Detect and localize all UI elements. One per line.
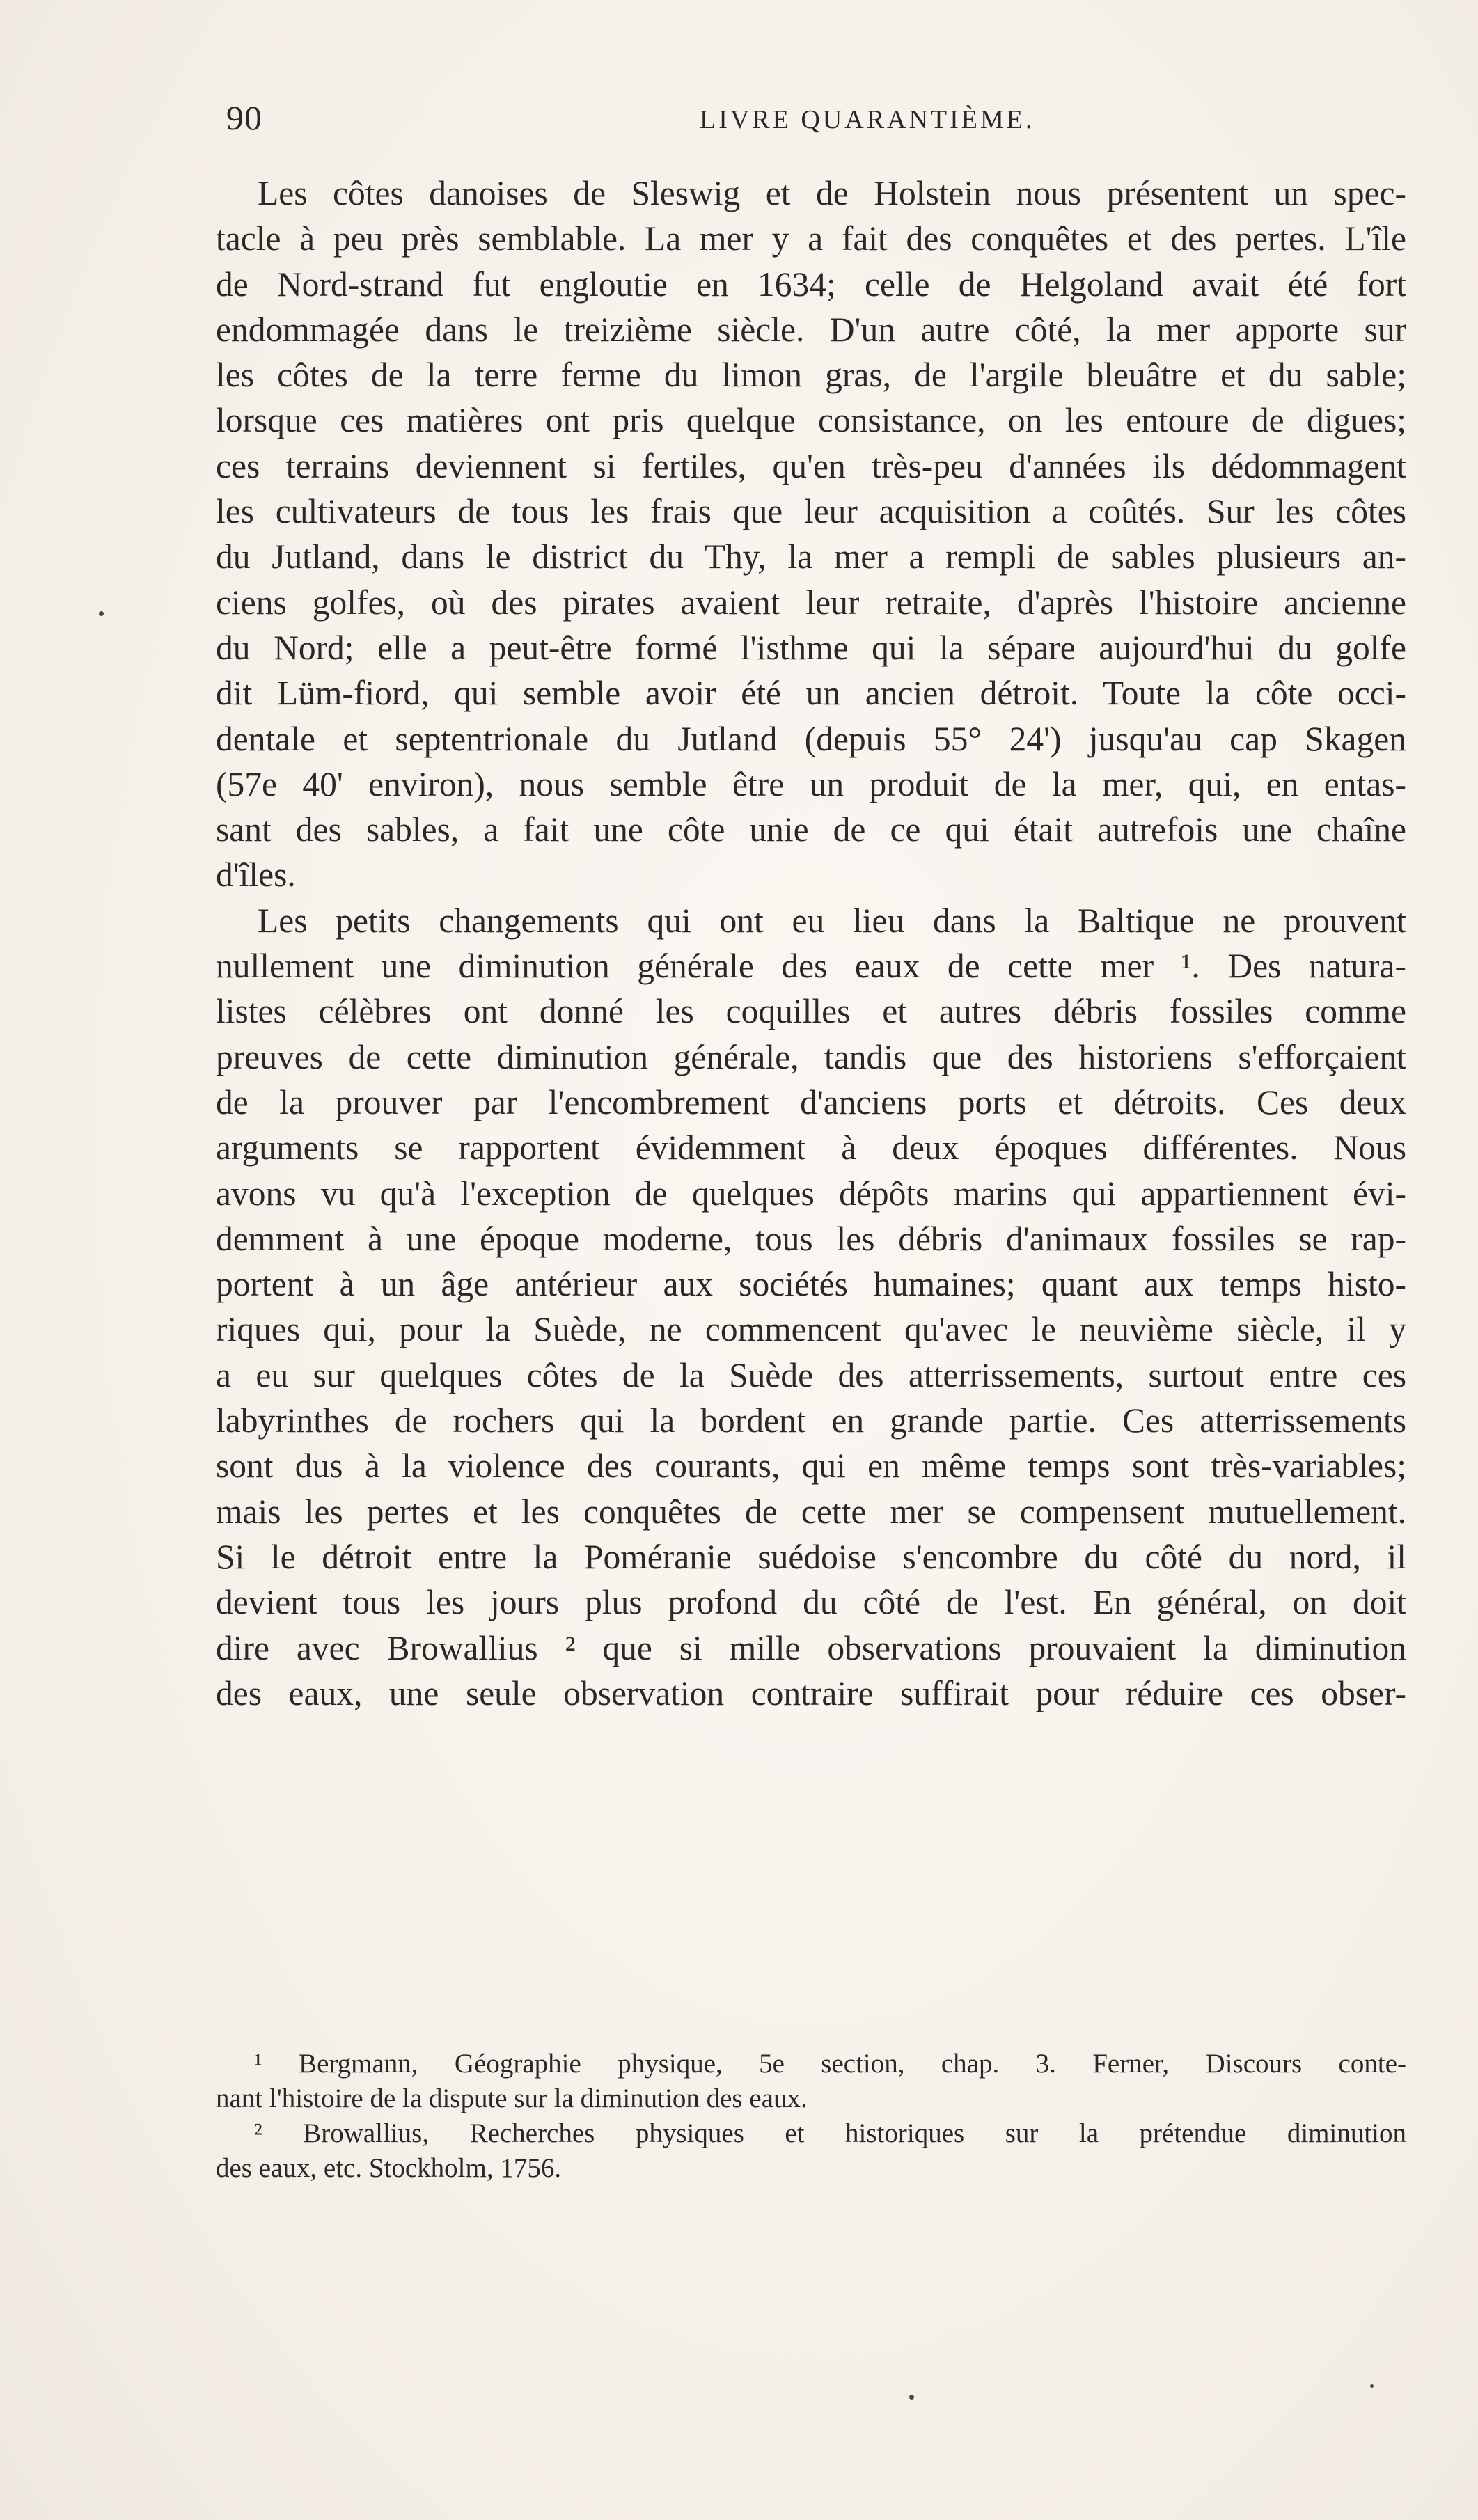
running-head: LIVRE QUARANTIÈME. — [700, 105, 1035, 134]
body-text — [216, 171, 1406, 1716]
text-line: preuves de cette diminution générale, tandis que des historiens s'efforçaient — [216, 1037, 1406, 1076]
text-line: sant des sables, a fait une côte unie de ce qui était autrefois une chaîne — [216, 810, 1406, 849]
text-line: dit Lüm-fiord, qui semble avoir été un ancien détroit. Toute la côte occi- — [216, 674, 1406, 713]
paragraph-1 — [216, 171, 1406, 898]
text-line: Les petits changements qui ont eu lieu dans la Baltique ne prouvent — [258, 901, 1406, 940]
footnote-line: ² Browallius, Recherches physiques et historiques sur la prétendue diminution — [254, 2118, 1406, 2148]
footnotes — [216, 2047, 1406, 2186]
text-line: riques qui, pour la Suède, ne commencent qu'avec le neuvième siècle, il y — [216, 1310, 1406, 1349]
text-line: mais les pertes et les conquêtes de cette mer se compensent mutuellement. — [216, 1492, 1406, 1531]
text-line: Les côtes danoises de Sleswig et de Holstein nous présentent un spec- — [258, 174, 1406, 212]
text-line: (57e 40' environ), nous semble être un produit de la mer, qui, en entas- — [216, 764, 1406, 803]
text-line: labyrinthes de rochers qui la bordent en grande partie. Ces atterrissements — [216, 1401, 1406, 1440]
text-line: devient tous les jours plus profond du côté de l'est. En général, on doit — [216, 1583, 1406, 1622]
text-line: les cultivateurs de tous les frais que leur acquisition a coûtés. Sur les côtes — [216, 492, 1406, 531]
paper-speck — [909, 2395, 914, 2400]
text-line: d'îles. — [216, 856, 296, 895]
text-line: listes célèbres ont donné les coquilles et autres débris fossiles comme — [216, 992, 1406, 1031]
text-line: de Nord-strand fut engloutie en 1634; celle de Helgoland avait été fort — [216, 265, 1406, 304]
text-line: du Nord; elle a peut-être formé l'isthme qui la sépare aujourd'hui du golfe — [216, 628, 1406, 667]
text-line: demment à une époque moderne, tous les débris d'animaux fossiles se rap- — [216, 1219, 1406, 1258]
text-line: les côtes de la terre ferme du limon gras, de l'argile bleuâtre et du sable; — [216, 356, 1406, 395]
text-line: lorsque ces matières ont pris quelque consistance, on les entoure de digues; — [216, 401, 1406, 440]
footnote-line: nant l'histoire de la dispute sur la diminution des eaux. — [216, 2084, 808, 2113]
text-line: des eaux, une seule observation contraire suffirait pour réduire ces obser- — [216, 1674, 1406, 1712]
paper-speck — [1370, 2384, 1374, 2388]
text-line: dire avec Browallius ² que si mille observations prouvaient la diminution — [216, 1628, 1406, 1667]
paragraph-2 — [216, 898, 1406, 1716]
paper-speck — [99, 611, 104, 616]
text-line: sont dus à la violence des courants, qui en même temps sont très-variables; — [216, 1447, 1406, 1486]
text-line: dentale et septentrionale du Jutland (depuis 55° 24') jusqu'au cap Skagen — [216, 719, 1406, 758]
text-line: tacle à peu près semblable. La mer y a fait des conquêtes et des pertes. L'île — [216, 219, 1406, 258]
footnote-line: des eaux, etc. Stockholm, 1756. — [216, 2153, 562, 2183]
page-number: 90 — [226, 98, 262, 137]
page-header — [226, 97, 1410, 146]
text-line: du Jutland, dans le district du Thy, la mer a rempli de sables plusieurs an- — [216, 537, 1406, 576]
text-line: avons vu qu'à l'exception de quelques dépôts marins qui appartiennent évi- — [216, 1174, 1406, 1213]
text-line: portent à un âge antérieur aux sociétés humaines; quant aux temps histo- — [216, 1265, 1406, 1304]
text-line: de la prouver par l'encombrement d'anciens ports et détroits. Ces deux — [216, 1082, 1406, 1121]
text-line: ces terrains deviennent si fertiles, qu'en très-peu d'années ils dédommagent — [216, 446, 1406, 485]
text-line: Si le détroit entre la Poméranie suédoise s'encombre du côté du nord, il — [216, 1537, 1406, 1576]
text-line: arguments se rapportent évidemment à deux époques différentes. Nous — [216, 1128, 1406, 1167]
text-line: nullement une diminution générale des eaux de cette mer ¹. Des natura- — [216, 947, 1406, 986]
text-line: endommagée dans le treizième siècle. D'un autre côté, la mer apporte sur — [216, 310, 1406, 349]
text-line: ciens golfes, où des pirates avaient leur retraite, d'après l'histoire ancienne — [216, 583, 1406, 622]
footnote-line: ¹ Bergmann, Géographie physique, 5e section, chap. 3. Ferner, Discours conte- — [254, 2049, 1406, 2079]
text-line: a eu sur quelques côtes de la Suède des atterrissements, surtout entre ces — [216, 1355, 1406, 1394]
